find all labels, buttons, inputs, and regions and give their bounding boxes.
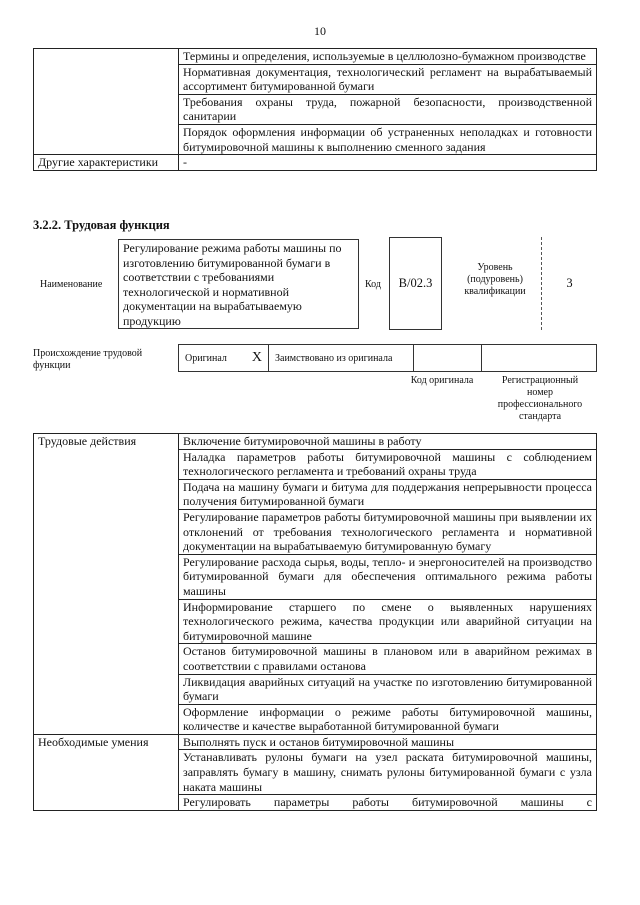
table-cell: Оформление информации о режиме работы битумировочной машины, количестве и качестве выработанной битумированной бумаги	[179, 704, 597, 734]
table-cell: Порядок оформления информации об устраненных неполадках и готовности битумировочной машины к выполнению сменного задания	[179, 124, 597, 154]
table-row	[34, 734, 597, 750]
table-row	[34, 155, 597, 171]
table-cell: Ликвидация аварийных ситуаций на участке по изготовлению битумированной бумаги	[179, 674, 597, 704]
origin-reg-caption: Регистрационный номер профессионального стандарта	[497, 375, 583, 422]
origin-borrowed-label: Заимствовано из оригинала	[269, 345, 414, 371]
level-value: 3	[541, 237, 597, 330]
origin-label: Происхождение трудовой функции	[33, 348, 143, 371]
origin-original-label: Оригинал	[185, 352, 227, 364]
table-cell: Регулирование расхода сырья, воды, тепло- и энергоносителей на производство битумированной бумаги для обеспечения оптимального режима работы машины	[179, 554, 597, 599]
section-heading: 3.2.2. Трудовая функция	[33, 218, 170, 232]
table-cell: Нормативная документация, технологический регламент на вырабатываемый ассортимент битумированной бумаги	[179, 64, 597, 94]
level-label: Уровень (подуровень) квалификации	[464, 262, 526, 297]
other-characteristics-label: Другие характеристики	[34, 155, 179, 171]
table-cell: Требования охраны труда, пожарной безопасности, производственной санитарии	[179, 94, 597, 124]
origin-code-cell	[414, 345, 482, 371]
table-cell: Информирование старшего по смене о выявленных нарушениях технологического режима, качества продукции или аварийной ситуации на битумировочной машине	[179, 599, 597, 644]
table-row	[34, 434, 597, 450]
table-row	[34, 49, 597, 65]
labor-actions-label: Трудовые действия	[34, 434, 179, 735]
origin-code-caption: Код оригинала	[410, 375, 474, 386]
table-cell: Регулировать параметры работы битумировочной машины с	[179, 795, 597, 811]
table-cell: Устанавливать рулоны бумаги на узел раската битумировочной машины, заправлять бумагу в машину, снимать рулоны битумированной бумаги с узла наката машины	[179, 750, 597, 795]
page-number: 10	[314, 24, 326, 38]
table-cell: Подача на машину бумаги и битума для поддержания непрерывности процесса получения битумированной бумаги	[179, 479, 597, 509]
table-cell: Термины и определения, используемые в целлюлозно-бумажном производстве	[179, 49, 597, 65]
code-value: B/02.3	[389, 237, 442, 330]
labor-function-table	[33, 433, 597, 811]
origin-table	[178, 344, 597, 372]
code-label: Код	[365, 279, 381, 290]
other-characteristics-value: -	[179, 155, 597, 171]
function-name-box: Регулирование режима работы машины по изготовлению битумированной бумаги в соответствии с требованиями технологической и нормативной документации на вырабатываемую продукцию	[118, 239, 359, 329]
table-cell: Выполнять пуск и останов битумировочной машины	[179, 734, 597, 750]
table-cell: Наладка параметров работы битумировочной машины с соблюдением технологического регламента и требований охраны труда	[179, 449, 597, 479]
name-label: Наименование	[40, 279, 103, 290]
table-cell: Включение битумировочной машины в работу	[179, 434, 597, 450]
empty-label-cell	[34, 49, 179, 155]
table-cell: Регулирование параметров работы битумировочной машины при выявлении их отклонений от требования технологического регламента и нормативной документации на вырабатываемую битумированную бумагу	[179, 509, 597, 554]
origin-reg-number-cell	[482, 345, 596, 371]
table-cell: Останов битумировочной машины в плановом или в аварийном режимах в соответствии с правилами останова	[179, 644, 597, 674]
origin-mark: X	[251, 350, 262, 365]
required-skills-label: Необходимые умения	[34, 734, 179, 810]
knowledge-table-continued	[33, 48, 597, 171]
origin-original-cell	[179, 345, 269, 371]
